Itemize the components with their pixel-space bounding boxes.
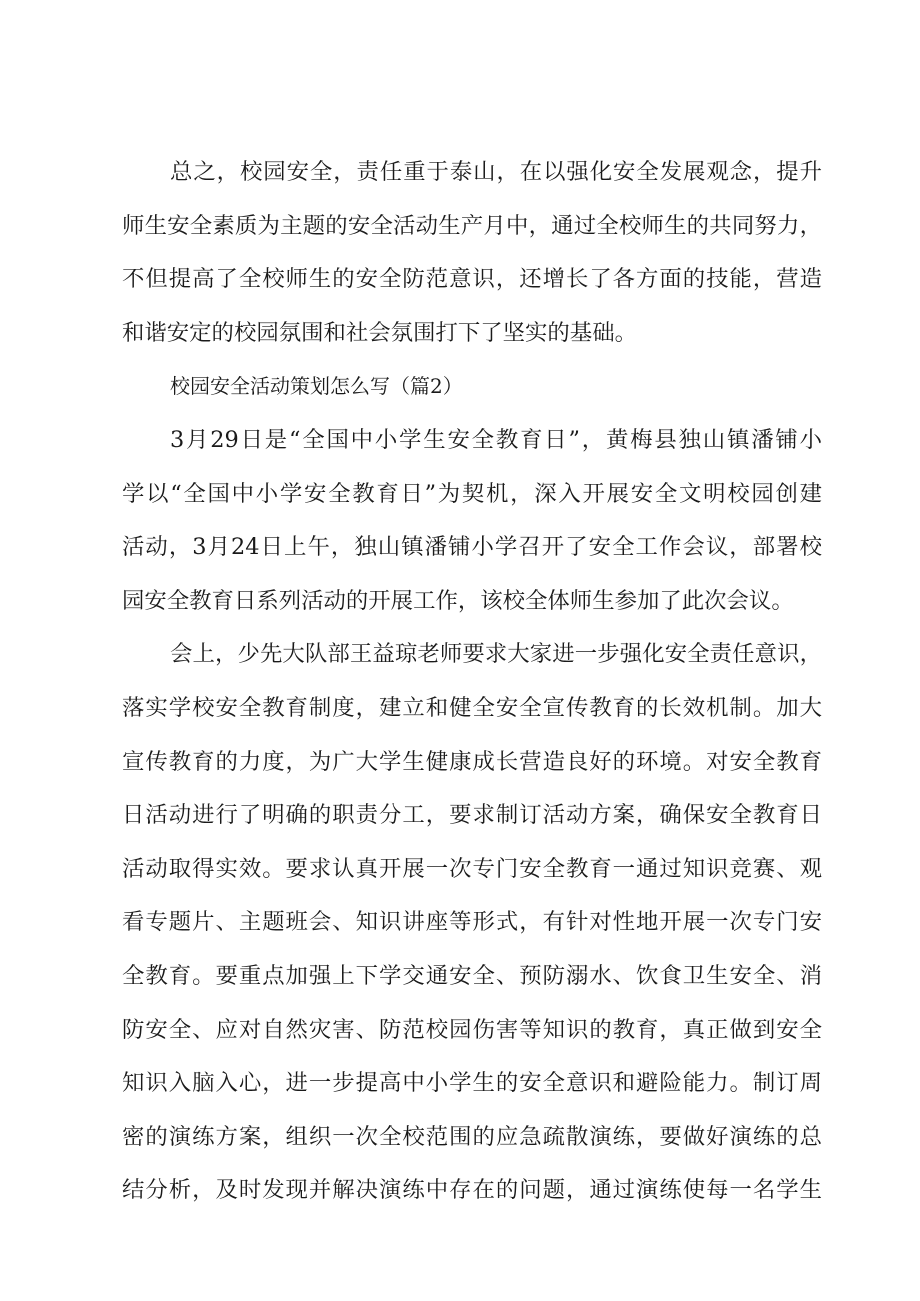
paragraph-meeting [122, 628, 822, 1218]
paragraph-line: 知识入脑入心，进一步提高中小学生的安全意识和避险能力。制订周 [122, 1070, 822, 1097]
paragraph-line: 落实学校安全教育制度，建立和健全安全宣传教育的长效机制。加大 [122, 694, 822, 721]
paragraph-line: 看专题片、主题班会、知识讲座等形式，有针对性地开展一次专门安 [122, 909, 822, 936]
paragraph-line: 和谐安定的校园氛围和社会氛围打下了坚实的基础。 [122, 319, 637, 346]
paragraph-line: 结分析，及时发现并解决演练中存在的问题，通过演练使每一名学生 [122, 1177, 822, 1204]
paragraph-line: 园安全教育日系列活动的开展工作，该校全体师生参加了此次会议。 [122, 587, 794, 614]
paragraph-summary [122, 146, 822, 360]
paragraph-line: 活动，3月24日上午，独山镇潘铺小学召开了安全工作会议，部署校 [122, 534, 822, 561]
paragraph-line: 活动取得实效。要求认真开展一次专门安全教育一通过知识竞赛、观 [122, 855, 822, 882]
paragraph-line: 不但提高了全校师生的安全防范意识，还增长了各方面的技能，营造 [122, 266, 822, 293]
document-page [122, 146, 822, 1218]
paragraph-line: 日活动进行了明确的职责分工，要求制订活动方案，确保安全教育日 [122, 802, 822, 829]
paragraph-line: 3月29日是“全国中小学生安全教育日”，黄梅县独山镇潘铺小 [170, 426, 822, 453]
paragraph-line: 宣传教育的力度，为广大学生健康成长营造良好的环境。对安全教育 [122, 748, 822, 775]
paragraph-line: 密的演练方案，组织一次全校范围的应急疏散演练，要做好演练的总 [122, 1123, 822, 1150]
paragraph-line: 学以“全国中小学安全教育日”为契机，深入开展安全文明校园创建 [122, 480, 822, 507]
section-heading: 校园安全活动策划怎么写（篇2） [170, 374, 463, 399]
paragraph-line: 师生安全素质为主题的安全活动生产月中，通过全校师生的共同努力， [122, 212, 822, 239]
paragraph-line: 防安全、应对自然灾害、防范校园伤害等知识的教育，真正做到安全 [122, 1016, 822, 1043]
paragraph-line: 会上，少先大队部王益琼老师要求大家进一步强化安全责任意识， [170, 641, 822, 668]
paragraph-line: 全教育。要重点加强上下学交通安全、预防溺水、饮食卫生安全、消 [122, 962, 822, 989]
paragraph-line: 总之，校园安全，责任重于泰山，在以强化安全发展观念，提升 [170, 159, 822, 185]
paragraph-safety-day [122, 414, 822, 628]
